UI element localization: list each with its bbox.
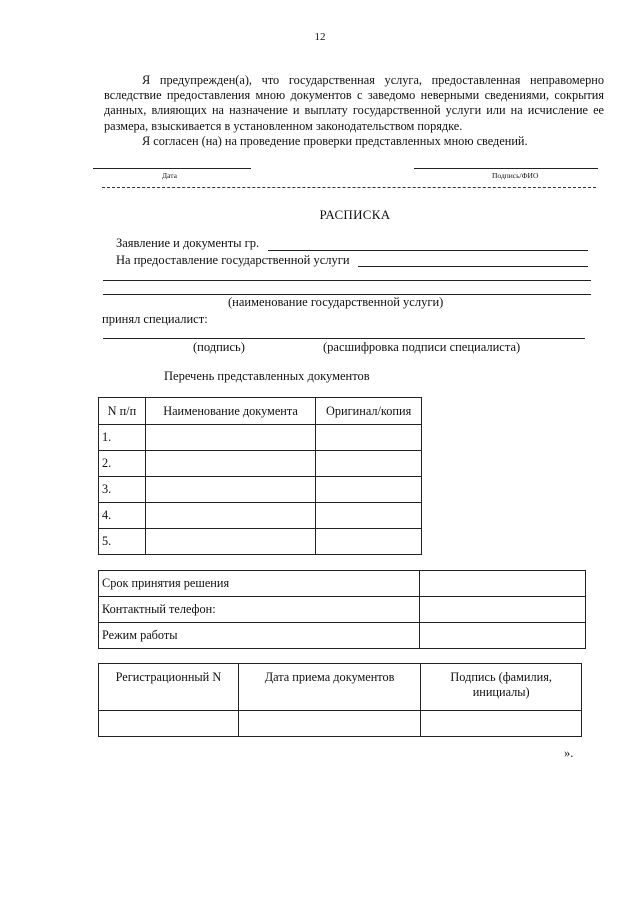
service-fill-line bbox=[358, 266, 588, 267]
document-name-cell[interactable] bbox=[145, 451, 315, 477]
registration-table bbox=[98, 663, 582, 737]
row-number: 5. bbox=[99, 529, 146, 555]
original-copy-cell[interactable] bbox=[316, 451, 422, 477]
original-copy-cell[interactable] bbox=[316, 529, 422, 555]
document-name-cell[interactable] bbox=[145, 529, 315, 555]
signature-label: Подпись/ФИО bbox=[492, 171, 539, 180]
registration-header-row bbox=[99, 664, 582, 711]
row-number: 4. bbox=[99, 503, 146, 529]
receipt-title: РАСПИСКА bbox=[319, 207, 391, 222]
service-caption: (наименование государственной услуги) bbox=[228, 295, 444, 309]
service-extra-line-1 bbox=[103, 280, 591, 281]
consent-paragraph: Я согласен (на) на проведение проверки представленных мною сведений. bbox=[142, 133, 528, 148]
signature-caption: (подпись) bbox=[193, 340, 245, 354]
table-row bbox=[99, 451, 422, 477]
header-number: N п/п bbox=[99, 398, 146, 425]
applicant-fill-line bbox=[268, 250, 588, 251]
contact-phone-label: Контактный телефон: bbox=[99, 597, 420, 623]
info-table bbox=[98, 570, 586, 649]
table-row bbox=[99, 503, 422, 529]
row-number: 2. bbox=[99, 451, 146, 477]
receipt-date-cell[interactable] bbox=[238, 711, 421, 737]
original-copy-cell[interactable] bbox=[316, 477, 422, 503]
service-label: На предоставление государственной услуги bbox=[116, 253, 350, 267]
header-registration-number: Регистрационный N bbox=[99, 664, 239, 711]
table-row bbox=[99, 711, 582, 737]
warning-paragraph: Я предупрежден(а), что государственная услуга, предоставленная неправомерно вследствие предоставления мною документов с заведомо неверными сведениями, сокрытия данных, влияющих на назначение и выплату государственной услуги или на исчисление ее размера, взыскивается в установленном законодательством порядке. bbox=[104, 73, 604, 133]
documents-header-row bbox=[99, 398, 422, 425]
document-name-cell[interactable] bbox=[145, 425, 315, 451]
original-copy-cell[interactable] bbox=[316, 425, 422, 451]
header-signature: Подпись (фамилия, инициалы) bbox=[421, 664, 582, 711]
documents-title: Перечень представленных документов bbox=[164, 369, 370, 383]
warning-text bbox=[104, 73, 604, 149]
document-name-cell[interactable] bbox=[145, 477, 315, 503]
table-row bbox=[99, 529, 422, 555]
date-line bbox=[93, 168, 251, 169]
signature-line bbox=[414, 168, 598, 169]
applicant-label: Заявление и документы гр. bbox=[116, 236, 260, 250]
decision-term-value[interactable] bbox=[420, 571, 586, 597]
header-document-name: Наименование документа bbox=[145, 398, 315, 425]
cut-line bbox=[102, 187, 596, 188]
working-hours-value[interactable] bbox=[420, 623, 586, 649]
table-row bbox=[99, 571, 586, 597]
accepted-label: принял специалист: bbox=[102, 312, 208, 326]
original-copy-cell[interactable] bbox=[316, 503, 422, 529]
row-number: 1. bbox=[99, 425, 146, 451]
documents-table bbox=[98, 397, 422, 555]
contact-phone-value[interactable] bbox=[420, 597, 586, 623]
signature-decoding-caption: (расшифровка подписи специалиста) bbox=[323, 340, 521, 354]
specialist-fill-line bbox=[103, 338, 585, 339]
header-receipt-date: Дата приема документов bbox=[238, 664, 421, 711]
table-row bbox=[99, 623, 586, 649]
working-hours-label: Режим работы bbox=[99, 623, 420, 649]
row-number: 3. bbox=[99, 477, 146, 503]
signature-cell[interactable] bbox=[421, 711, 582, 737]
table-row bbox=[99, 477, 422, 503]
page-number: 12 bbox=[314, 31, 326, 43]
table-row bbox=[99, 425, 422, 451]
closing-quote: ». bbox=[564, 746, 574, 760]
date-label: Дата bbox=[162, 171, 177, 180]
registration-number-cell[interactable] bbox=[99, 711, 239, 737]
decision-term-label: Срок принятия решения bbox=[99, 571, 420, 597]
table-row bbox=[99, 597, 586, 623]
header-original-copy: Оригинал/копия bbox=[316, 398, 422, 425]
document-name-cell[interactable] bbox=[145, 503, 315, 529]
